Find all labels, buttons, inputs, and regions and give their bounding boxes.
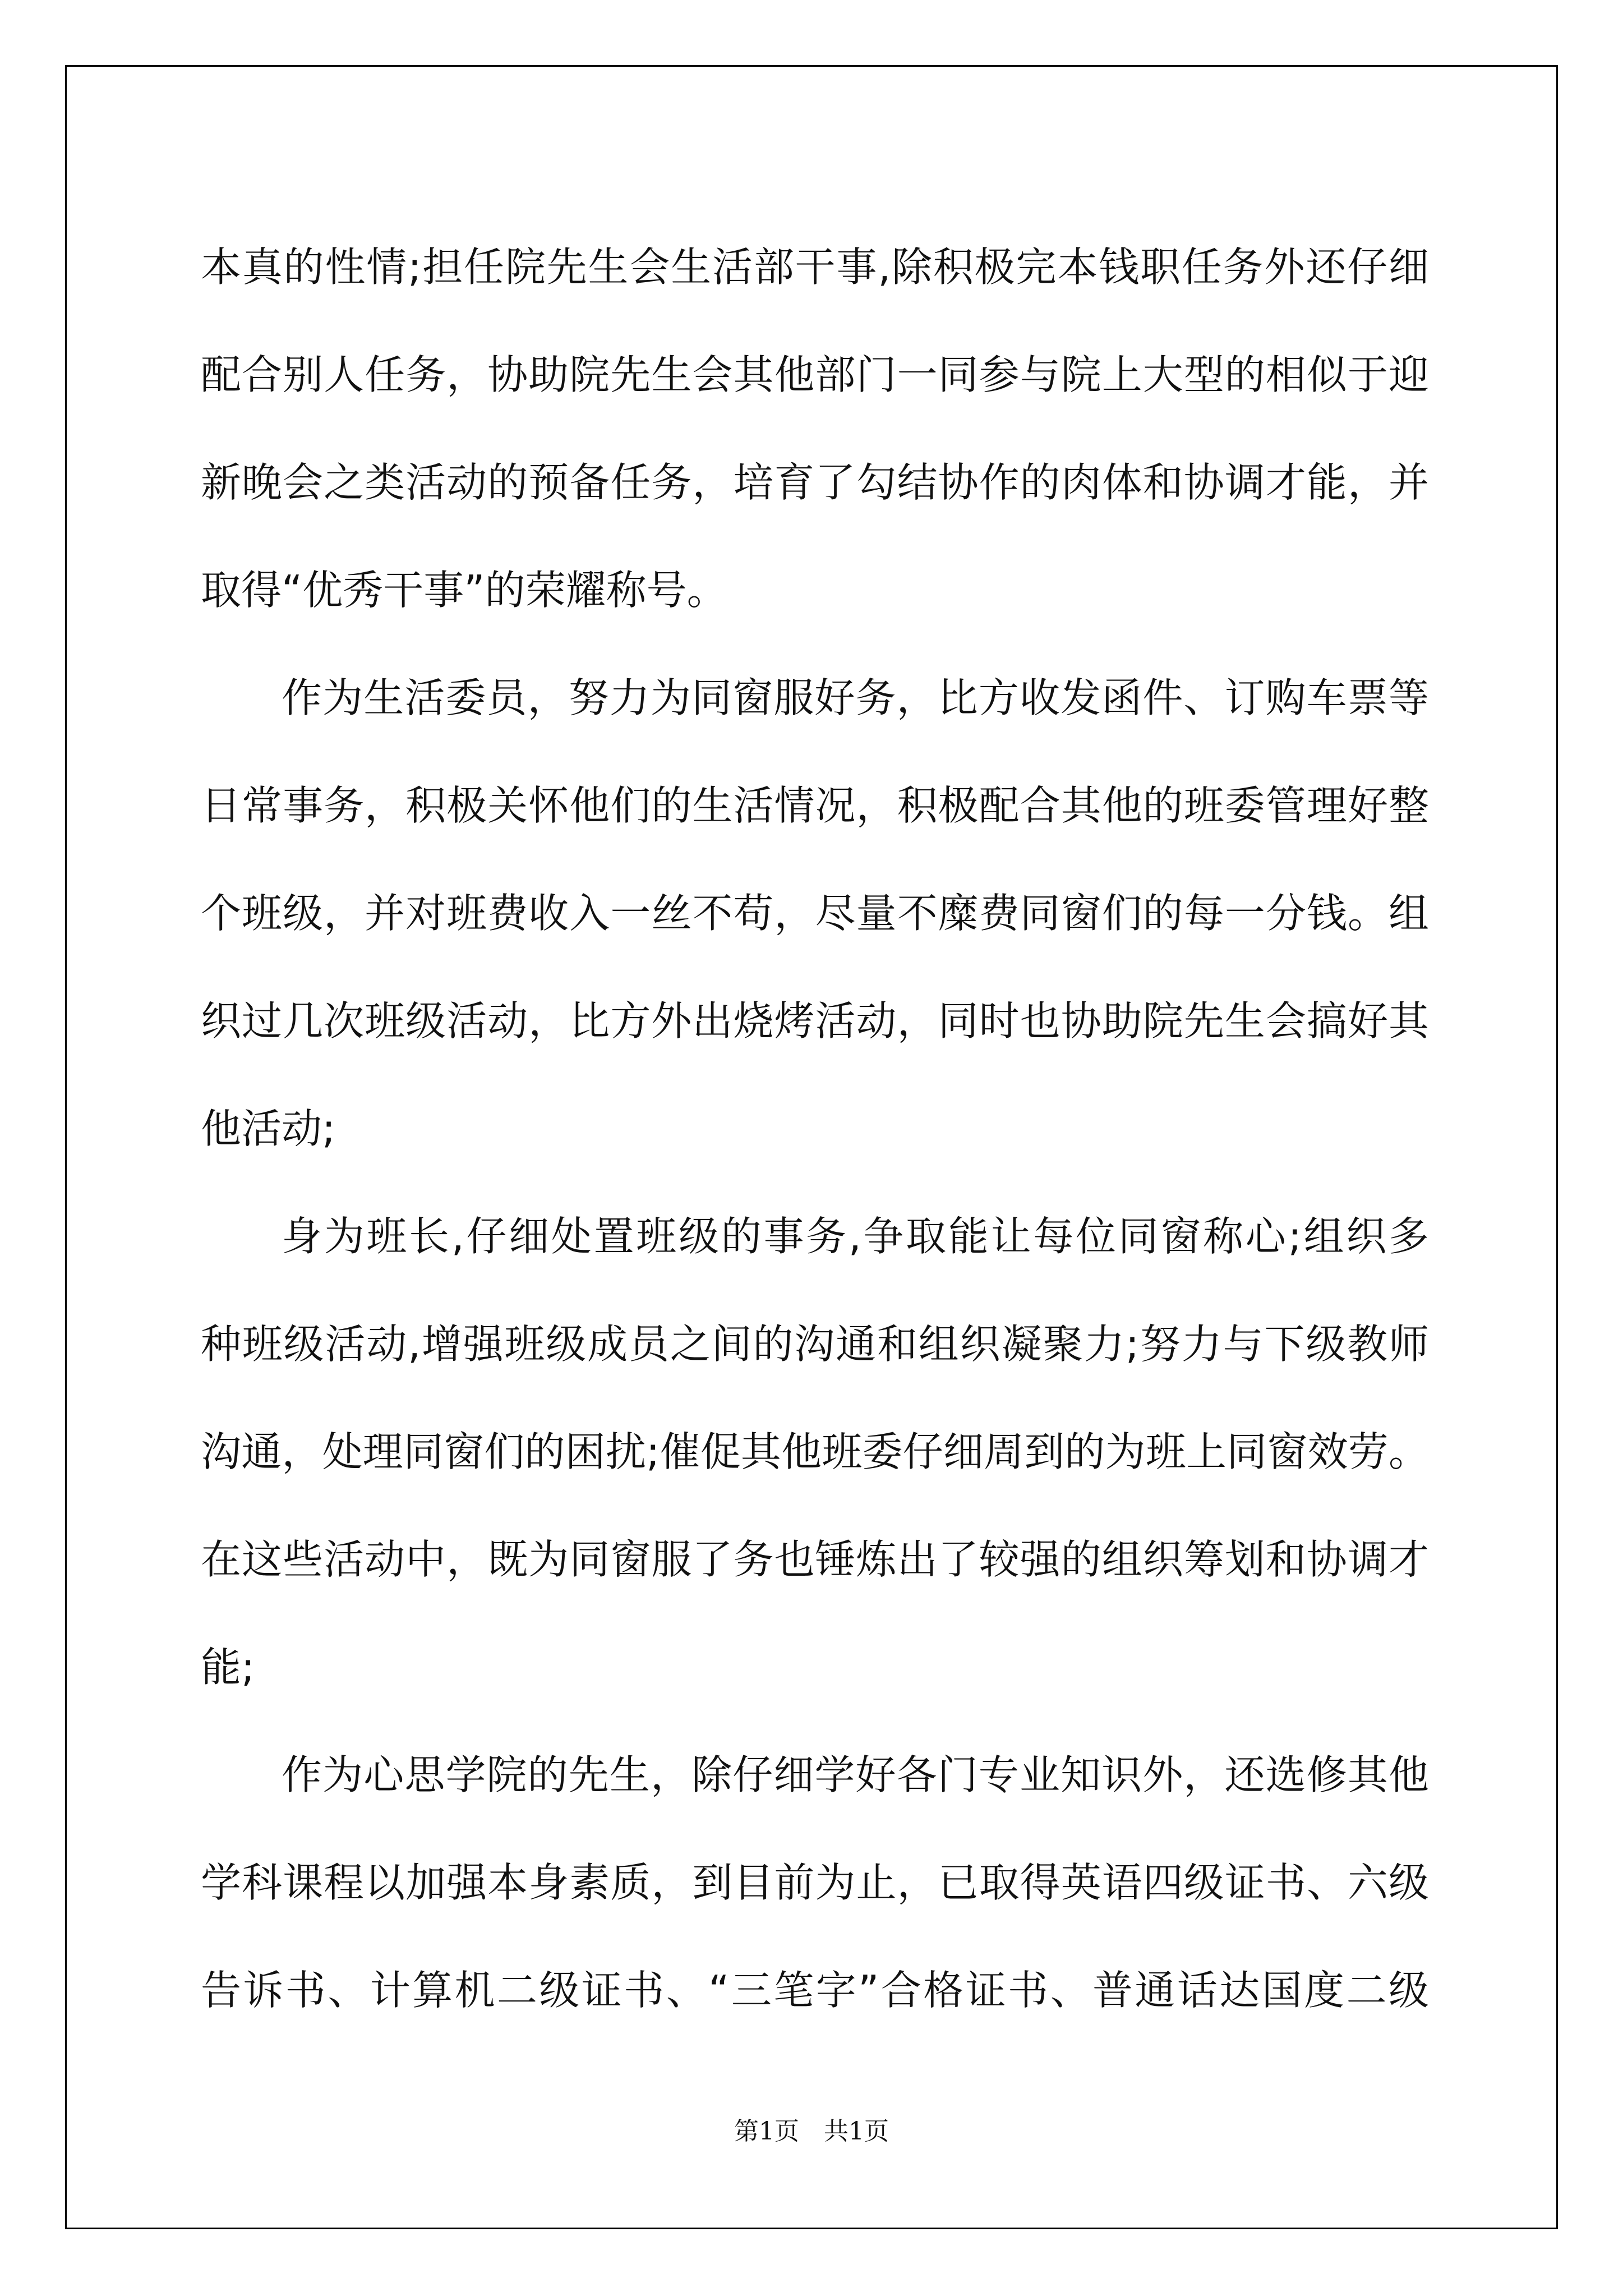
text-line: 新晚会之类活动的预备任务，培育了勾结协作的肉体和协调才能，并: [201, 459, 1429, 506]
text-line: 作为生活委员，努力为同窗服好务，比方收发函件、订购车票等: [282, 674, 1429, 721]
text-line: 沟通，处理同窗们的困扰;催促其他班委仔细周到的为班上同窗效劳。: [201, 1428, 1429, 1475]
text-line: 能;: [201, 1644, 255, 1691]
document-body: [201, 213, 1429, 2044]
text-line: 本真的性情;担任院先生会生活部干事,除积极完本钱职任务外还仔细: [201, 243, 1429, 291]
text-line: 在这些活动中，既为同窗服了务也锤炼出了较强的组织筹划和协调才: [201, 1536, 1429, 1583]
text-line: 配合别人任务，协助院先生会其他部门一同参与院上大型的相似于迎: [201, 351, 1429, 398]
text-line: 学科课程以加强本身素质，到目前为止，已取得英语四级证书、六级: [201, 1859, 1429, 1906]
text-line: 告诉书、计算机二级证书、“三笔字”合格证书、普通话达国度二级: [201, 1967, 1429, 2014]
text-line: 他活动;: [201, 1105, 336, 1152]
page-number-footer: 第1页 共1页: [734, 2117, 889, 2146]
text-line: 取得“优秀干事”的荣耀称号。: [201, 567, 727, 614]
text-line: 作为心思学院的先生，除仔细学好各门专业知识外，还选修其他: [282, 1751, 1429, 1798]
text-line: 织过几次班级活动，比方外出烧烤活动，同时也协助院先生会搞好其: [201, 997, 1429, 1045]
text-line: 个班级，并对班费收入一丝不苟，尽量不糜费同窗们的每一分钱。组: [201, 890, 1429, 937]
text-line: 身为班长,仔细处置班级的事务,争取能让每位同窗称心;组织多: [282, 1213, 1429, 1260]
text-line: 日常事务，积极关怀他们的生活情况，积极配合其他的班委管理好整: [201, 782, 1429, 829]
text-line: 种班级活动,增强班级成员之间的沟通和组织凝聚力;努力与下级教师: [201, 1320, 1429, 1368]
